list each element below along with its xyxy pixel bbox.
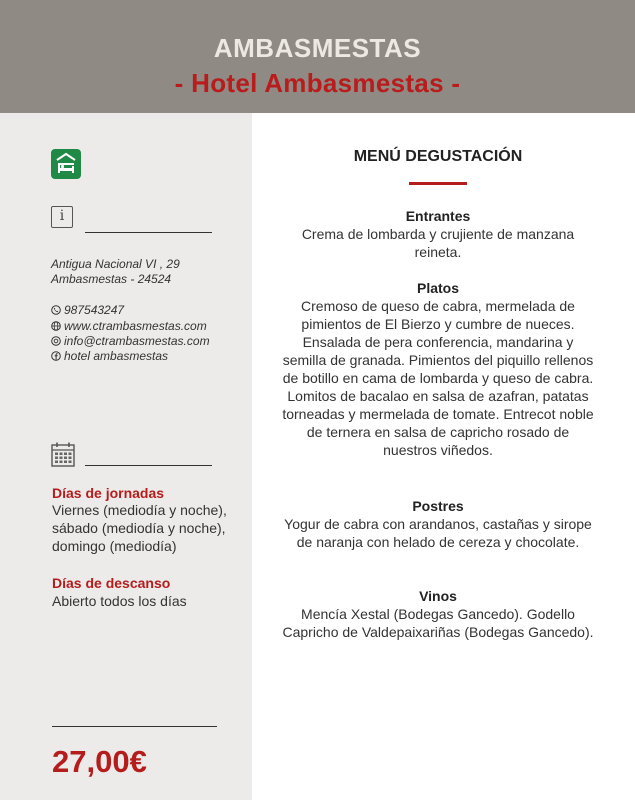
phone-number: 987543247 — [64, 303, 125, 317]
price-divider — [52, 726, 217, 727]
header-banner — [0, 0, 635, 113]
section-body-platos: Cremoso de queso de cabra, mermelada de pimientos de El Bierzo y cumbre de nueces. Ensalada de pera conferencia, mandarina y semilla de granada. Pimientos del piquillo rellenos de botillo en cama de lombarda y queso de cabra. Lomitos de bacalao en salsa de azafran, patatas torneadas y mermelada de tomate. Entrecot noble de ternera en salsa de capricho rosado de nuestros viñedos. — [282, 298, 594, 458]
info-icon: i — [51, 206, 73, 228]
rest-heading: Días de descanso — [52, 575, 171, 591]
globe-icon — [51, 321, 61, 331]
section-title-entrantes: Entrantes — [405, 208, 471, 224]
email-contact[interactable] — [51, 334, 210, 348]
phone-icon — [51, 305, 61, 315]
hotel-bed-icon — [51, 149, 81, 179]
at-icon — [51, 336, 61, 346]
days-heading: Días de jornadas — [52, 485, 165, 501]
facebook-contact[interactable] — [51, 349, 168, 363]
website-contact[interactable] — [51, 319, 207, 333]
address-line-1: Antigua Nacional VI , 29 — [51, 257, 180, 271]
address-line-2: Ambasmestas - 24524 — [51, 272, 172, 286]
days-text: Viernes (mediodía y noche), sábado (mediodía y noche), domingo (mediodía) — [52, 502, 227, 554]
section-body-postres: Yogur de cabra con arandanos, castañas y sirope de naranja con helado de cereza y chocolate. — [284, 516, 592, 550]
section-body-vinos: Mencía Xestal (Bodegas Gancedo). Godello Capricho de Valdepaixariñas (Bodegas Gancedo). — [282, 606, 594, 640]
email-address: info@ctrambasmestas.com — [64, 334, 210, 348]
section-title-platos: Platos — [416, 280, 459, 296]
phone-contact[interactable] — [51, 303, 124, 317]
hotel-subtitle: - Hotel Ambasmestas - — [174, 68, 461, 98]
section-title-postres: Postres — [412, 498, 464, 514]
calendar-icon — [51, 441, 75, 467]
menu-title: MENÚ DEGUSTACIÓN — [353, 148, 523, 165]
rest-text: Abierto todos los días — [52, 593, 187, 609]
info-sidebar — [0, 113, 252, 800]
facebook-name: hotel ambasmestas — [64, 349, 169, 363]
website-url: www.ctrambasmestas.com — [64, 319, 207, 333]
section-title-vinos: Vinos — [419, 588, 457, 604]
menu-title-underline — [409, 182, 467, 185]
price: 27,00€ — [52, 744, 147, 779]
section-body-entrantes: Crema de lombarda y crujiente de manzana reineta. — [301, 226, 575, 260]
address — [51, 257, 180, 287]
info-divider — [85, 232, 212, 233]
facebook-icon — [51, 351, 61, 361]
schedule-divider — [85, 465, 212, 466]
tasting-menu — [252, 113, 635, 800]
restaurant-name: AMBASMESTAS — [213, 33, 422, 63]
